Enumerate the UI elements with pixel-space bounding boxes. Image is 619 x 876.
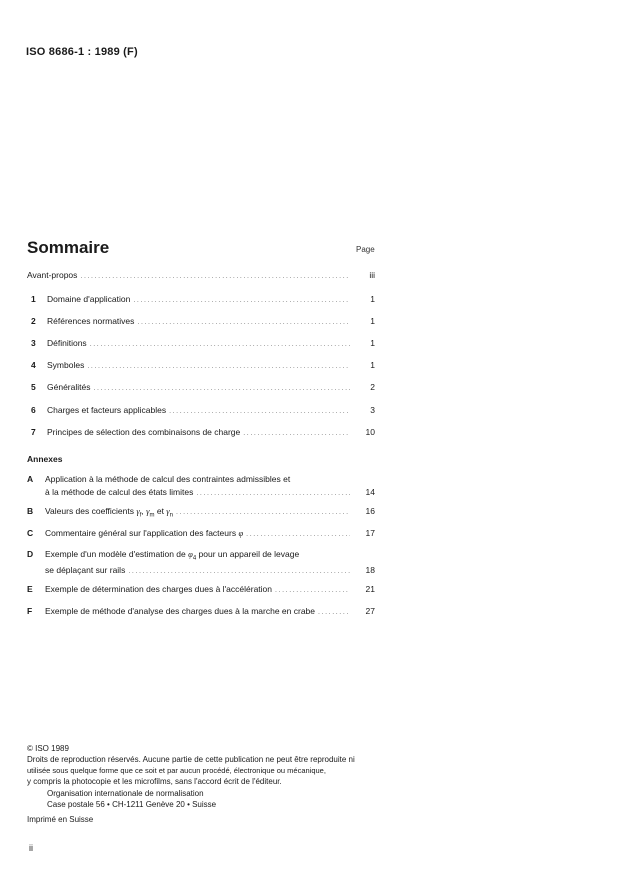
leader-dots <box>90 341 350 348</box>
annex-letter: B <box>27 506 34 516</box>
leader-dots <box>318 609 350 616</box>
toc-entry-foreword[interactable] <box>27 270 375 280</box>
toc-entry-page: 16 <box>365 506 375 516</box>
leader-dots <box>80 273 350 280</box>
clause-number: 4 <box>31 360 36 370</box>
toc-entry-page: 18 <box>365 564 375 575</box>
clause-number: 3 <box>31 338 36 348</box>
toc-entry-annex-a[interactable] <box>27 474 375 497</box>
copyright-line: © ISO 1989 <box>27 744 69 753</box>
toc-entry-label: Exemple d'un modèle d'estimation de $\varphi_4$ pour un appareil de levage <box>45 549 300 562</box>
annex-letter: C <box>27 528 34 538</box>
toc-entry-page: 27 <box>365 606 375 616</box>
copyright-block <box>27 743 377 825</box>
leader-dots <box>133 297 350 304</box>
rights-text-line-2: utilisée sous quelque forme que ce soit et par aucun procédé, électronique ou mécanique, <box>27 766 326 775</box>
document-id: ISO 8686-1 : 1989 (F) <box>26 46 138 58</box>
toc-entry-annex-f[interactable] <box>27 606 375 616</box>
leader-dots <box>137 319 350 326</box>
toc-entry-clause-4[interactable] <box>31 360 375 370</box>
toc-entry-page: 2 <box>370 382 375 392</box>
toc-entry-label-cont: se déplaçant sur rails <box>45 564 126 575</box>
toc-entry-page: 1 <box>370 316 375 326</box>
toc-entry-label: Exemple de détermination des charges dues à l'accélération <box>45 584 273 594</box>
toc-entry-page: 1 <box>370 360 375 370</box>
toc-entry-page: 14 <box>365 487 375 497</box>
toc-entry-page: 3 <box>370 405 375 415</box>
toc-entry-page: iii <box>369 270 375 280</box>
toc-entry-page: 21 <box>365 584 375 594</box>
toc-entry-label: Références normatives <box>47 316 135 326</box>
toc-entry-page: 10 <box>365 427 375 437</box>
rights-text-line-3: y compris la photocopie et les microfilms, sans l'accord écrit de l'éditeur. <box>27 777 282 786</box>
toc-entry-clause-6[interactable] <box>31 405 375 415</box>
clause-number: 7 <box>31 427 36 437</box>
toc-entry-label-cont: à la méthode de calcul des états limites <box>45 487 194 497</box>
clause-number: 6 <box>31 405 36 415</box>
toc-entry-label: Charges et facteurs applicables <box>47 405 167 415</box>
leader-dots <box>246 531 350 538</box>
rights-text-line-1: Droits de reproduction réservés. Aucune partie de cette publication ne peut être reproduite ni <box>27 755 355 764</box>
clause-number: 1 <box>31 294 36 304</box>
leader-dots <box>275 587 350 594</box>
page-column-header: Page <box>356 245 375 254</box>
annex-letter: D <box>27 549 34 559</box>
toc-entry-annex-c[interactable] <box>27 528 375 538</box>
toc-entry-clause-5[interactable] <box>31 382 375 392</box>
toc-entry-clause-2[interactable] <box>31 316 375 326</box>
toc-entry-page: 17 <box>365 528 375 538</box>
toc-entry-page: 1 <box>370 294 375 304</box>
toc-entry-clause-3[interactable] <box>31 338 375 348</box>
toc-entry-label: Principes de sélection des combinaisons de charge <box>47 427 241 437</box>
toc-entry-label: Commentaire général sur l'application des facteurs φ <box>45 528 244 538</box>
toc-entry-page: 1 <box>370 338 375 348</box>
toc-entry-annex-b[interactable] <box>27 506 375 519</box>
toc-entry-label: Exemple de méthode d'analyse des charges dues à la marche en crabe <box>45 606 316 616</box>
annexes-heading: Annexes <box>27 454 63 464</box>
annex-letter: A <box>27 474 34 484</box>
organization-address: Case postale 56 • CH-1211 Genève 20 • Suisse <box>47 800 217 809</box>
toc-entry-label: Symboles <box>47 360 85 370</box>
toc-entry-annex-e[interactable] <box>27 584 375 594</box>
leader-dots <box>243 430 350 437</box>
clause-number: 5 <box>31 382 36 392</box>
toc-entry-label: Généralités <box>47 382 91 392</box>
printed-in: Imprimé en Suisse <box>27 815 94 824</box>
annex-letter: E <box>27 584 33 594</box>
toc-entry-label: Valeurs des coefficients $\gamma_f$, $\gamma_m$ et $\gamma_n$ <box>45 506 173 519</box>
leader-dots <box>87 363 350 370</box>
leader-dots <box>93 385 350 392</box>
clause-number: 2 <box>31 316 36 326</box>
leader-dots <box>169 408 350 415</box>
annex-letter: F <box>27 606 33 616</box>
toc-title: Sommaire <box>27 238 110 257</box>
page-number: ii <box>29 843 33 853</box>
leader-dots <box>196 490 350 497</box>
toc-entry-clause-1[interactable] <box>31 294 375 304</box>
leader-dots <box>176 509 350 516</box>
organization-name: Organisation internationale de normalisation <box>47 789 204 798</box>
leader-dots <box>128 568 350 575</box>
toc-entry-label: Application à la méthode de calcul des contraintes admissibles et <box>45 474 291 484</box>
toc-entry-annex-d[interactable] <box>27 549 375 575</box>
toc-entry-clause-7[interactable] <box>31 427 375 437</box>
toc-entry-label: Domaine d'application <box>47 294 131 304</box>
toc-entry-label: Définitions <box>47 338 87 348</box>
toc-entry-label: Avant-propos <box>27 270 78 280</box>
